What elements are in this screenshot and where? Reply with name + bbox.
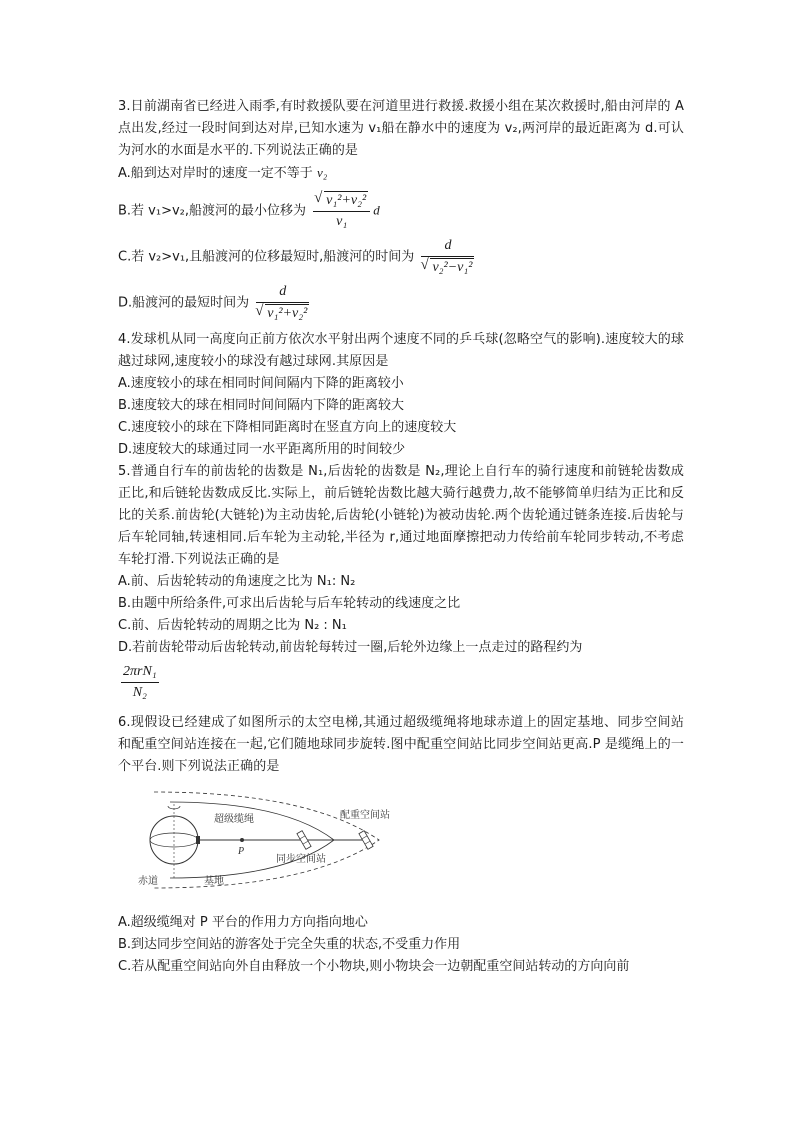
q4-option-a: A.速度较小的球在相同时间间隔内下降的距离较小 — [118, 376, 404, 391]
q6-stem: 6.现假设已经建成了如图所示的太空电梯,其通过超级缆绳将地球赤道上的固定基地、同步空间站和配重空间站连接在一起,它们随地球同步旋转.图中配重空间站比同步空间站更高.P 是缆绳上的一个平台.则下列说法正确的是 — [118, 715, 684, 774]
q5-option-b: B.由题中所给条件,可求出后齿轮与后车轮转动的线速度之比 — [118, 596, 461, 611]
q3-option-d-numerator: d — [256, 283, 309, 303]
q6-option-a: A.超级缆绳对 P 平台的作用力方向指向地心 — [118, 915, 368, 930]
q3-option-a-var: v₂ — [316, 165, 328, 180]
q3-option-a — [118, 162, 684, 185]
q5-option-a: A.前、后齿轮转动的角速度之比为 N₁: N₂ — [118, 574, 356, 589]
platform-p-dot — [240, 838, 244, 842]
base-label: 基地 — [204, 876, 224, 887]
q3-option-c — [118, 237, 684, 277]
q5-option-d-numerator: 2πrN₁ — [121, 663, 159, 683]
q3-option-c-numerator: d — [421, 237, 474, 257]
q3-option-b — [118, 191, 684, 231]
q5-stem: 5.普通自行车的前齿轮的齿数是 N₁,后齿轮的齿数是 N₂,理论上自行车的骑行速度和前链轮齿数成正比,和后链轮齿数成反比.实际上，前后链轮齿数比越大骑行越费力,故不能够简单归结为正比和反比的关系.前齿轮(大链轮)为主动齿轮,后齿轮(小链轮)为被动齿轮.两个齿轮通过链条连接.后齿轮与后车轮同轴,转速相同.后车轮为主动轮,半径为 r,通过地面摩擦把动力传给前车轮同步转动,不考虑车轮打滑.下列说法正确的是 — [118, 464, 684, 567]
counterweight-label: 配重空间站 — [340, 810, 390, 821]
q3-option-b-text: B.若 v₁>v₂,船渡河的最小位移为 — [118, 203, 307, 219]
space-elevator-figure — [134, 784, 684, 904]
q3-option-d — [118, 283, 684, 323]
sync-station-label: 同步空间站 — [276, 854, 326, 865]
q3-option-c-denominator: √ v₂²−v₁² — [430, 258, 474, 277]
q3-option-b-fraction — [313, 191, 370, 231]
q4-option-c: C.速度较小的球在下降相同距离时在竖直方向上的速度较大 — [118, 420, 457, 435]
space-elevator-diagram — [134, 784, 394, 896]
q6-option-b: B.到达同步空间站的游客处于完全失重的状态,不受重力作用 — [118, 937, 461, 952]
q5-option-d-formula — [118, 663, 684, 702]
exam-page — [118, 96, 684, 978]
q3-option-c-text: C.若 v₂>v₁,且船渡河的位移最短时,船渡河的时间为 — [118, 249, 415, 265]
q5-option-d-fraction — [121, 663, 159, 702]
equator-label: 赤道 — [138, 876, 158, 887]
q3-option-b-denominator: v₁ — [336, 214, 348, 229]
q6-option-c: C.若从配重空间站向外自由释放一个小物块,则小物块会一边朝配重空间站转动的方向向前 — [118, 959, 630, 974]
cable-label: 超级缆绳 — [214, 814, 254, 825]
q4-option-b: B.速度较大的球在相同时间间隔内下降的距离较大 — [118, 398, 405, 413]
base-marker — [196, 836, 200, 844]
platform-p-label: P — [238, 846, 245, 857]
q3-option-b-numerator: √ v₁²+v₂² — [324, 191, 368, 210]
q4-option-d: D.速度较大的球通过同一水平距离所用的时间较少 — [118, 442, 406, 457]
q5-option-d-denominator: N₂ — [132, 685, 147, 700]
q4-stem: 4.发球机从同一高度向正前方依次水平射出两个速度不同的乒乓球(忽略空气的影响).速度较大的球越过球网,速度较小的球没有越过球网.其原因是 — [118, 332, 684, 369]
q3-option-d-text: D.船渡河的最短时间为 — [118, 295, 250, 311]
q3-option-d-denominator: √ v₁²+v₂² — [265, 304, 309, 323]
q5-option-c: C.前、后齿轮转动的周期之比为 N₂ : N₁ — [118, 618, 347, 633]
q3-option-d-fraction — [256, 283, 309, 323]
q3-option-c-fraction — [421, 237, 474, 277]
q3-stem: 3.日前湖南省已经进入雨季,有时救援队要在河道里进行救援.救援小组在某次救援时,船由河岸的 A 点出发,经过一段时间到达对岸,已知水速为 v₁船在静水中的速度为 v₂,两河岸的最近距离为 d.可认为河水的水面是水平的.下列说法正确的是 — [118, 99, 684, 158]
q3-option-b-suffix: d — [373, 202, 380, 218]
q5-option-d: D.若前齿轮带动后齿轮转动,前齿轮每转过一圈,后轮外边缘上一点走过的路程约为 — [118, 640, 583, 655]
q3-option-a-text: A.船到达对岸时的速度一定不等于 — [118, 166, 313, 181]
